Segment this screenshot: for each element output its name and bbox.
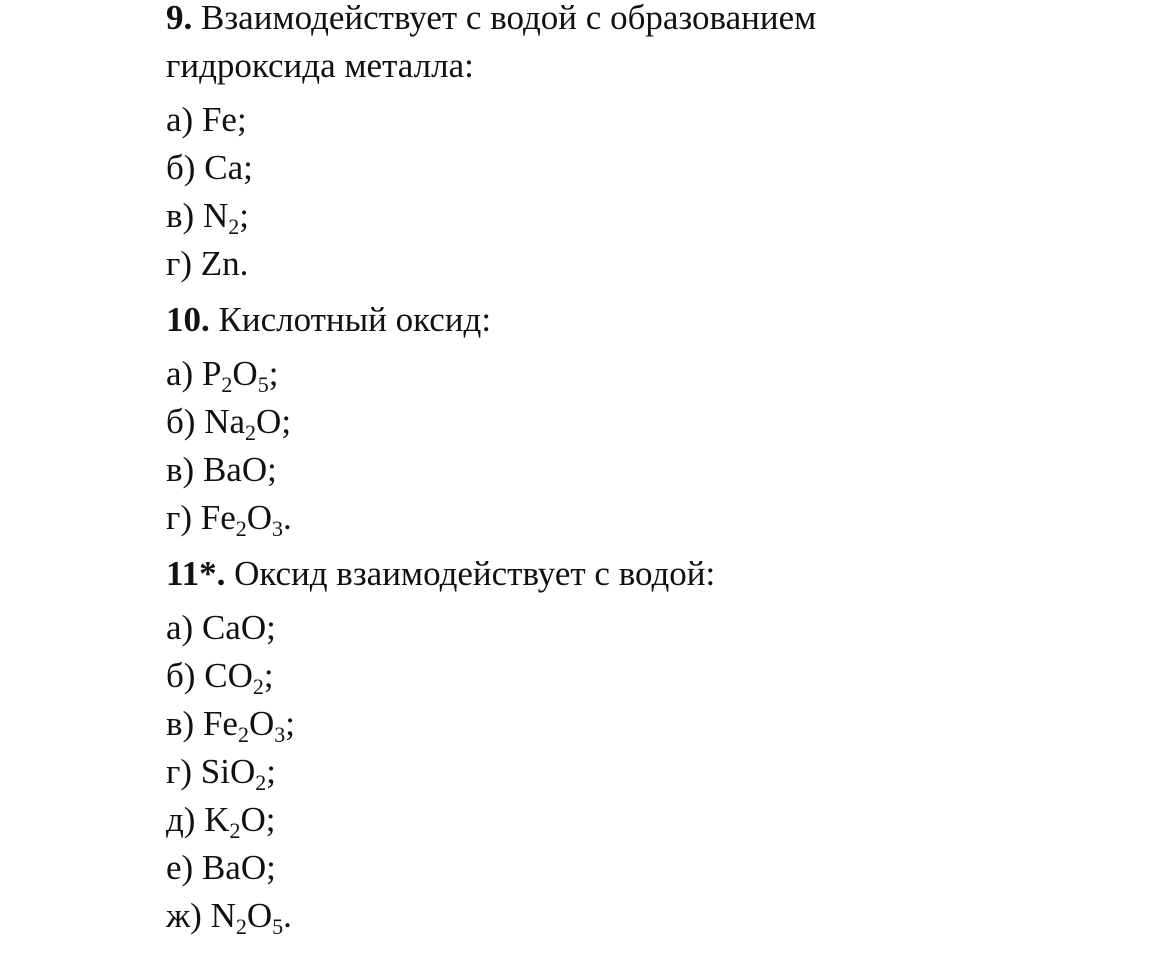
- quiz-content: [166, 0, 1126, 940]
- question-title: [166, 550, 1126, 598]
- question-number: 9.: [166, 0, 193, 37]
- question-9: [166, 0, 1126, 288]
- formula: $K_2O$: [204, 800, 266, 843]
- question-text-continued: гидроксида металла:: [166, 46, 474, 85]
- answer-option: а) Fe;: [166, 100, 247, 139]
- option-letter: г): [166, 498, 193, 537]
- answer-option: а) $P_2O_5$;: [166, 354, 279, 397]
- scrollbar[interactable]: [1146, 0, 1166, 962]
- formula: CaO: [201, 608, 267, 647]
- option-letter: б): [166, 656, 196, 695]
- option-letter: д): [166, 800, 196, 839]
- formula: $Na_2O$: [204, 402, 282, 445]
- option-letter: е): [166, 848, 194, 887]
- question-10: [166, 296, 1126, 542]
- question-title: [166, 296, 1126, 344]
- question-number: 11*.: [166, 554, 226, 593]
- answer-option: е) BaO;: [166, 848, 276, 887]
- option-letter: а): [166, 354, 194, 393]
- question-11: [166, 550, 1126, 940]
- question-text: Кислотный оксид:: [218, 300, 492, 339]
- answer-option: г) SiO$_2$;: [166, 752, 276, 795]
- answer-option: ж) $N_2O_5$.: [166, 896, 292, 939]
- option-letter: б): [166, 148, 196, 187]
- answer-option: б) $Na_2O$;: [166, 402, 292, 445]
- formula: $N_2$: [202, 196, 240, 239]
- answer-option: г) Zn.: [166, 244, 249, 283]
- formula: Fe: [201, 100, 237, 139]
- option-letter: в): [166, 196, 195, 235]
- formula: $Fe_2O_3$: [202, 704, 286, 747]
- option-letter: в): [166, 450, 195, 489]
- answer-option: б) $CO_2$;: [166, 656, 274, 699]
- formula: BaO: [201, 848, 267, 887]
- option-letter: г): [166, 752, 193, 791]
- question-text: Взаимодействует с водой с образованием: [201, 0, 817, 37]
- formula: SiO$_2$: [200, 752, 267, 795]
- formula: $Fe_2O_3$: [200, 498, 284, 541]
- option-letter: г): [166, 244, 193, 283]
- option-letter: а): [166, 100, 194, 139]
- answer-option: а) CaO;: [166, 608, 276, 647]
- option-letter: б): [166, 402, 196, 441]
- answer-option: в) $N_2$;: [166, 196, 249, 239]
- answer-option: г) $Fe_2O_3$.: [166, 498, 292, 541]
- answer-option: в) BaO;: [166, 450, 277, 489]
- formula: $P_2O_5$: [201, 354, 269, 397]
- formula: BaO: [202, 450, 268, 489]
- answer-option: в) $Fe_2O_3$;: [166, 704, 295, 747]
- question-title: [166, 0, 1126, 90]
- answer-option: б) Ca;: [166, 148, 253, 187]
- answer-option: д) $K_2O$;: [166, 800, 276, 843]
- formula: $CO_2$: [204, 656, 264, 699]
- option-letter: а): [166, 608, 194, 647]
- option-letter: ж): [166, 896, 202, 935]
- question-text: Оксид взаимодействует с водой:: [234, 554, 716, 593]
- option-letter: в): [166, 704, 195, 743]
- formula: Zn: [200, 244, 240, 283]
- formula: Ca: [204, 148, 244, 187]
- question-number: 10.: [166, 300, 210, 339]
- formula: $N_2O_5$: [210, 896, 284, 939]
